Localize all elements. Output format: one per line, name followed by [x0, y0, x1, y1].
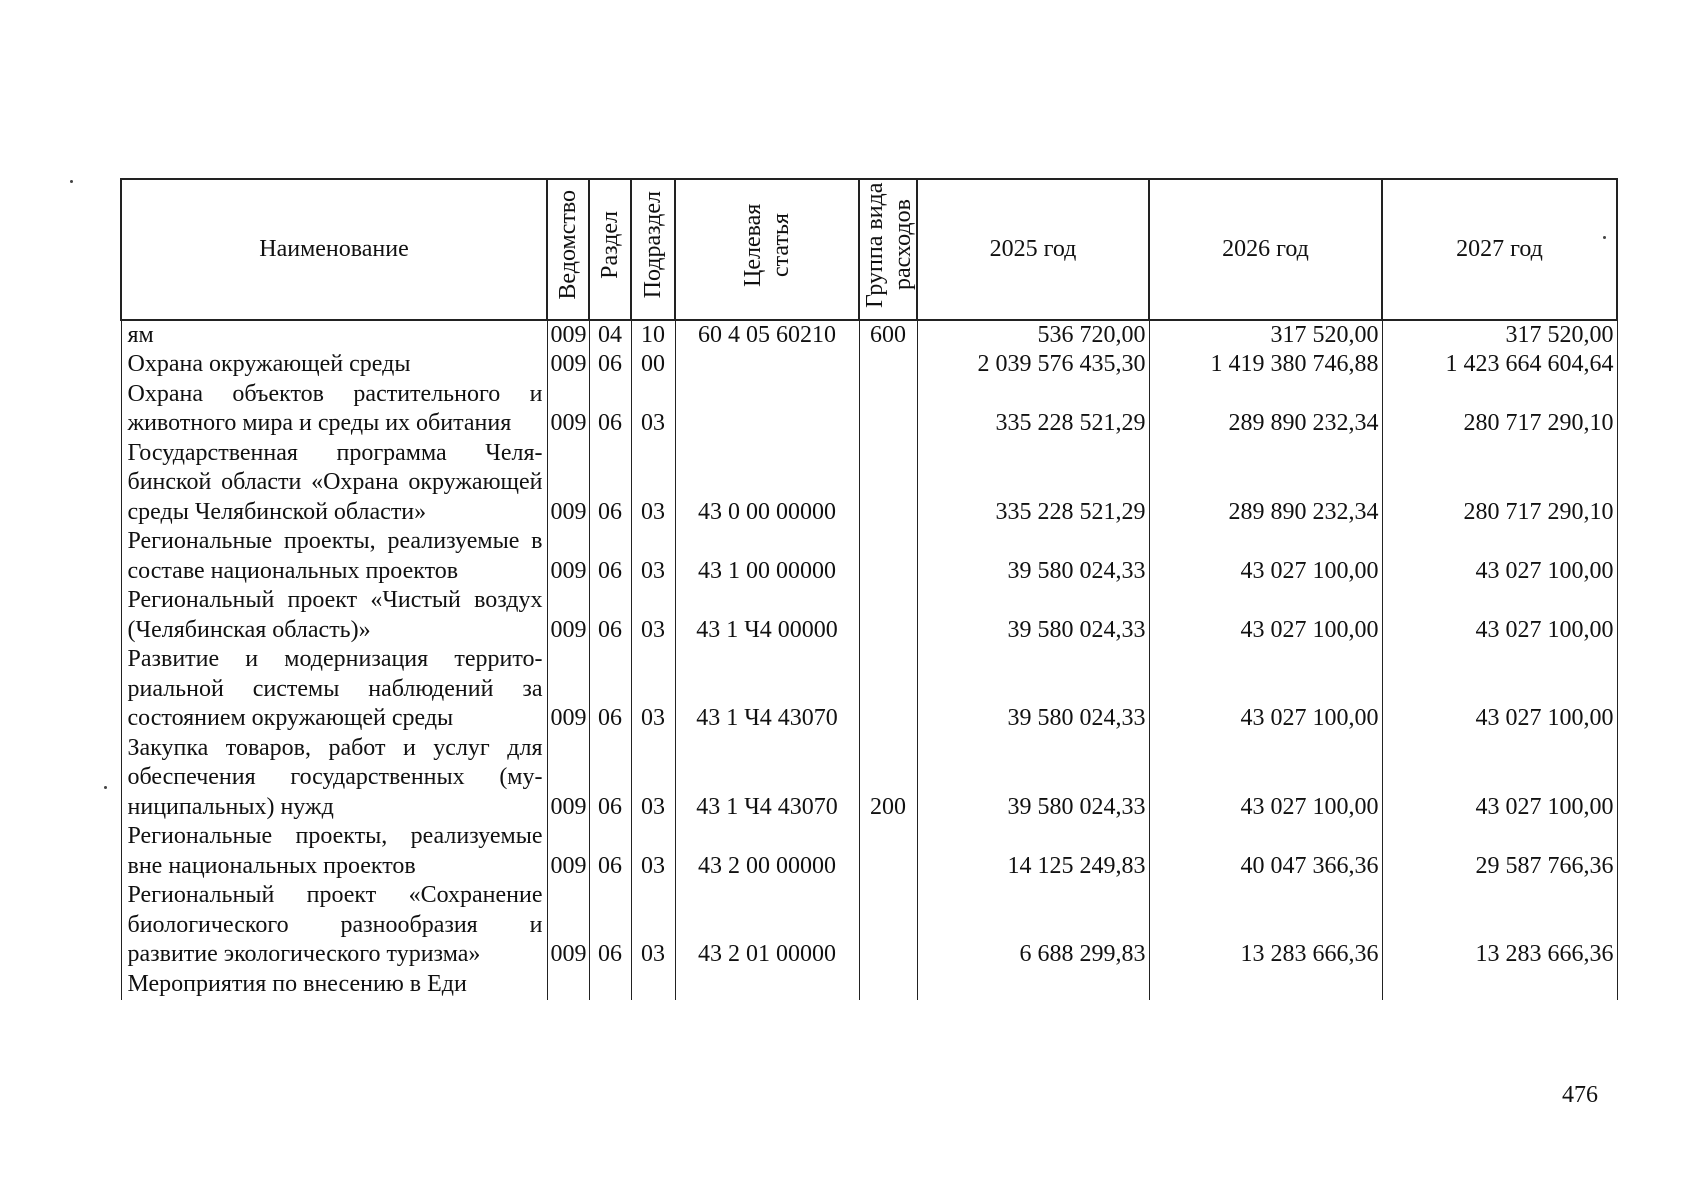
header-name: Наименование	[121, 179, 547, 320]
row-value-2025: 14 125 249,83	[917, 822, 1149, 881]
table-row	[121, 380, 1617, 439]
header-2026: 2026 год	[1149, 179, 1382, 320]
row-name: Региональные проекты, реализуемые вне национальных проектов	[121, 822, 547, 881]
row-value-2026: 43 027 100,00	[1149, 734, 1382, 823]
row-section: 06	[589, 881, 631, 970]
row-department: 009	[547, 586, 589, 645]
row-department: 009	[547, 527, 589, 586]
row-name: Закупка товаров, работ и услуг для обеспечения государственных (муниципальных) нужд	[121, 734, 547, 823]
row-value-2026: 317 520,00	[1149, 320, 1382, 351]
row-name: Охрана окружающей среды	[121, 350, 547, 380]
row-department: 009	[547, 320, 589, 351]
table-row	[121, 822, 1617, 881]
row-section: 06	[589, 586, 631, 645]
row-name: Охрана объектов растительного и животного мира и среды их обитания	[121, 380, 547, 439]
row-value-2026: 289 890 232,34	[1149, 380, 1382, 439]
header-2025: 2025 год	[917, 179, 1149, 320]
row-department: 009	[547, 881, 589, 970]
header-subsection: Подраздел	[631, 179, 675, 320]
row-value-2025: 536 720,00	[917, 320, 1149, 351]
row-target-item: 43 1 Ч4 43070	[675, 645, 859, 734]
row-expense-group	[859, 586, 917, 645]
row-section: 04	[589, 320, 631, 351]
row-section: 06	[589, 734, 631, 823]
header-2027: 2027 год	[1382, 179, 1617, 320]
empty-cell	[917, 970, 1149, 1000]
row-value-2027: 43 027 100,00	[1382, 527, 1617, 586]
budget-table	[120, 178, 1618, 1000]
table-row	[121, 645, 1617, 734]
empty-cell	[547, 970, 589, 1000]
scan-speck	[70, 180, 73, 183]
row-subsection: 03	[631, 527, 675, 586]
row-value-2025: 335 228 521,29	[917, 439, 1149, 528]
row-subsection: 03	[631, 645, 675, 734]
empty-cell	[1149, 970, 1382, 1000]
row-target-item: 43 1 Ч4 00000	[675, 586, 859, 645]
row-department: 009	[547, 734, 589, 823]
row-subsection: 03	[631, 734, 675, 823]
header-target-item: Целевая статья	[675, 179, 859, 320]
row-name: ям	[121, 320, 547, 351]
row-expense-group	[859, 527, 917, 586]
row-value-2027: 43 027 100,00	[1382, 645, 1617, 734]
row-target-item: 43 2 01 00000	[675, 881, 859, 970]
empty-cell	[631, 970, 675, 1000]
row-value-2026: 289 890 232,34	[1149, 439, 1382, 528]
row-department: 009	[547, 439, 589, 528]
row-target-item: 43 0 00 00000	[675, 439, 859, 528]
budget-table-page	[120, 178, 1616, 1000]
row-value-2027: 280 717 290,10	[1382, 380, 1617, 439]
table-row	[121, 527, 1617, 586]
row-expense-group: 200	[859, 734, 917, 823]
row-target-item	[675, 350, 859, 380]
header-section: Раздел	[589, 179, 631, 320]
scan-speck	[1603, 236, 1606, 239]
scan-speck	[104, 786, 107, 789]
row-value-2025: 2 039 576 435,30	[917, 350, 1149, 380]
empty-cell	[675, 970, 859, 1000]
row-name: Развитие и модернизация территориальной системы наблюдений за состоянием окружающей среды	[121, 645, 547, 734]
row-value-2027: 13 283 666,36	[1382, 881, 1617, 970]
header-department: Ведомство	[547, 179, 589, 320]
row-value-2026: 13 283 666,36	[1149, 881, 1382, 970]
row-value-2027: 43 027 100,00	[1382, 586, 1617, 645]
row-section: 06	[589, 822, 631, 881]
row-target-item: 43 2 00 00000	[675, 822, 859, 881]
row-value-2027: 280 717 290,10	[1382, 439, 1617, 528]
row-expense-group	[859, 439, 917, 528]
row-subsection: 00	[631, 350, 675, 380]
header-expense-group: Группа вида расходов	[859, 179, 917, 320]
row-value-2026: 43 027 100,00	[1149, 527, 1382, 586]
row-value-2026: 43 027 100,00	[1149, 645, 1382, 734]
row-subsection: 03	[631, 586, 675, 645]
table-row	[121, 586, 1617, 645]
row-subsection: 03	[631, 822, 675, 881]
row-target-item: 60 4 05 60210	[675, 320, 859, 351]
row-section: 06	[589, 380, 631, 439]
row-department: 009	[547, 380, 589, 439]
empty-cell	[1382, 970, 1617, 1000]
row-name: Региональные проекты, реализуемые в составе национальных проектов	[121, 527, 547, 586]
row-subsection: 10	[631, 320, 675, 351]
row-section: 06	[589, 645, 631, 734]
row-target-item: 43 1 00 00000	[675, 527, 859, 586]
row-department: 009	[547, 645, 589, 734]
row-expense-group	[859, 881, 917, 970]
table-row	[121, 881, 1617, 970]
row-subsection: 03	[631, 380, 675, 439]
row-department: 009	[547, 822, 589, 881]
row-name: Региональный проект «Сохранение биологического разнообразия и развитие экологического туризма»	[121, 881, 547, 970]
row-name: Региональный проект «Чистый воздух (Челябинская область)»	[121, 586, 547, 645]
row-value-2025: 39 580 024,33	[917, 645, 1149, 734]
row-target-item	[675, 380, 859, 439]
row-name: Мероприятия по внесению в Еди	[121, 970, 547, 1000]
table-row	[121, 320, 1617, 351]
table-row-cut	[121, 970, 1617, 1000]
row-section: 06	[589, 439, 631, 528]
row-value-2027: 29 587 766,36	[1382, 822, 1617, 881]
row-department: 009	[547, 350, 589, 380]
row-name: Государственная программа Челябинской области «Охрана окружающей среды Челябинской области»	[121, 439, 547, 528]
row-value-2027: 317 520,00	[1382, 320, 1617, 351]
row-expense-group	[859, 380, 917, 439]
row-expense-group	[859, 350, 917, 380]
row-value-2025: 6 688 299,83	[917, 881, 1149, 970]
page-number: 476	[1562, 1082, 1598, 1108]
empty-cell	[859, 970, 917, 1000]
row-subsection: 03	[631, 881, 675, 970]
table-header-row	[121, 179, 1617, 320]
row-value-2027: 43 027 100,00	[1382, 734, 1617, 823]
row-value-2025: 39 580 024,33	[917, 734, 1149, 823]
row-value-2026: 43 027 100,00	[1149, 586, 1382, 645]
row-section: 06	[589, 350, 631, 380]
row-value-2025: 39 580 024,33	[917, 527, 1149, 586]
row-section: 06	[589, 527, 631, 586]
table-row	[121, 734, 1617, 823]
row-expense-group	[859, 822, 917, 881]
table-row	[121, 350, 1617, 380]
table-row	[121, 439, 1617, 528]
row-value-2027: 1 423 664 604,64	[1382, 350, 1617, 380]
row-expense-group: 600	[859, 320, 917, 351]
row-expense-group	[859, 645, 917, 734]
row-value-2025: 39 580 024,33	[917, 586, 1149, 645]
empty-cell	[589, 970, 631, 1000]
row-value-2026: 40 047 366,36	[1149, 822, 1382, 881]
row-value-2025: 335 228 521,29	[917, 380, 1149, 439]
row-subsection: 03	[631, 439, 675, 528]
row-value-2026: 1 419 380 746,88	[1149, 350, 1382, 380]
row-target-item: 43 1 Ч4 43070	[675, 734, 859, 823]
